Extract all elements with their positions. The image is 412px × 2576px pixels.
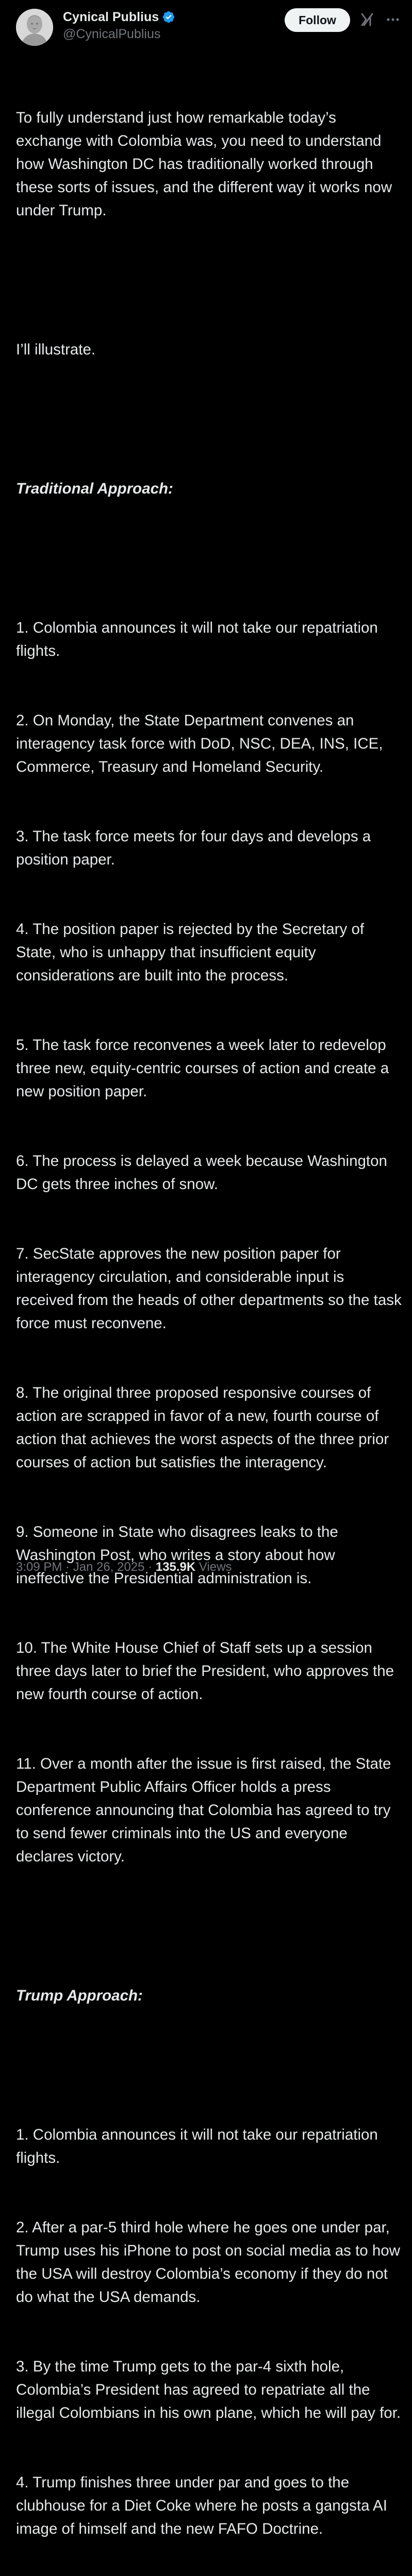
meta-separator: ·: [144, 1560, 156, 1574]
views-count: 135.9K: [155, 1560, 196, 1574]
traditional-step: 9. Someone in State who disagrees leaks to the Washington Post, who writes a story about how ineffective the Presidential administration is.: [16, 1523, 343, 1587]
trump-step: 1. Colombia announces it will not take our repatriation flights.: [16, 2126, 383, 2166]
traditional-approach-heading: Traditional Approach:: [16, 480, 173, 497]
traditional-step: 11. Over a month after the issue is first raised, the State Department Public Affairs Officer holds a press conference announcing that Colombia has agreed to try to send fewer criminals into the US and everyone declares victory.: [16, 1755, 395, 1865]
traditional-step: 3. The task force meets for four days and develops a position paper.: [16, 828, 375, 868]
author-display-name[interactable]: Cynical Publius: [63, 10, 159, 24]
post-header: [0, 0, 412, 52]
post-text: [16, 60, 406, 2576]
traditional-step: 2. On Monday, the State Department convenes an interagency task force with DoD, NSC, DEA, INS, ICE, Commerce, Treasury and Homeland Security.: [16, 712, 387, 775]
traditional-step: 8. The original three proposed responsive courses of action are scrapped in favor of a new, fourth course of action that achieves the worst aspects of the three prior courses of action but satisfies the interagency.: [16, 1384, 393, 1471]
more-options-icon[interactable]: [385, 11, 401, 28]
follow-button[interactable]: Follow: [285, 8, 350, 32]
post-paragraph: To fully understand just how remarkable today’s exchange with Colombia was, you need to understand how Washington DC has traditionally worked through these sorts of issues, and the different way it works now under Trump.: [16, 109, 397, 219]
trump-step: 2. After a par-5 third hole where he goes one under par, Trump uses his iPhone to post on social media as to how the USA will destroy Colombia’s economy if they do not do what the USA demands.: [16, 2219, 405, 2306]
grok-icon[interactable]: [359, 11, 375, 28]
traditional-step: 10. The White House Chief of Staff sets up a session three days later to brief the President, who approves the new fourth course of action.: [16, 1639, 399, 1703]
post-paragraph: I’ll illustrate.: [16, 341, 96, 358]
trump-approach-heading: Trump Approach:: [16, 1987, 143, 2004]
post-date[interactable]: Jan 26, 2025: [73, 1560, 145, 1574]
verified-badge-icon: [162, 10, 175, 24]
traditional-step: 6. The process is delayed a week because Washington DC gets three inches of snow.: [16, 1153, 392, 1193]
post-meta: [16, 1558, 232, 1576]
author-block: [63, 9, 175, 43]
post-time[interactable]: 3:09 PM: [16, 1560, 62, 1574]
views-label: Views: [195, 1560, 232, 1574]
traditional-step: 5. The task force reconvenes a week later to redevelop three new, equity-centric courses of action and create a new position paper.: [16, 1037, 393, 1100]
traditional-step: 4. The position paper is rejected by the Secretary of State, who is unhappy that insufficient equity considerations are built into the process.: [16, 921, 369, 984]
avatar[interactable]: [16, 9, 53, 46]
avatar-image: [16, 9, 53, 46]
traditional-step: 7. SecState approves the new position paper for interagency circulation, and considerable input is received from the heads of other departments so the task force must reconvene.: [16, 1245, 406, 1332]
author-handle[interactable]: @CynicalPublius: [63, 27, 161, 41]
trump-step: 3. By the time Trump gets to the par-4 sixth hole, Colombia’s President has agreed to repatriate all the illegal Colombians in his own plane, which he will pay for.: [16, 2358, 401, 2421]
meta-separator: ·: [62, 1560, 73, 1574]
trump-step: 4. Trump finishes three under par and goes to the clubhouse for a Diet Coke where he posts a gangsta AI image of himself and the new FAFO Doctrine.: [16, 2474, 392, 2537]
traditional-step: 1. Colombia announces it will not take our repatriation flights.: [16, 619, 383, 659]
